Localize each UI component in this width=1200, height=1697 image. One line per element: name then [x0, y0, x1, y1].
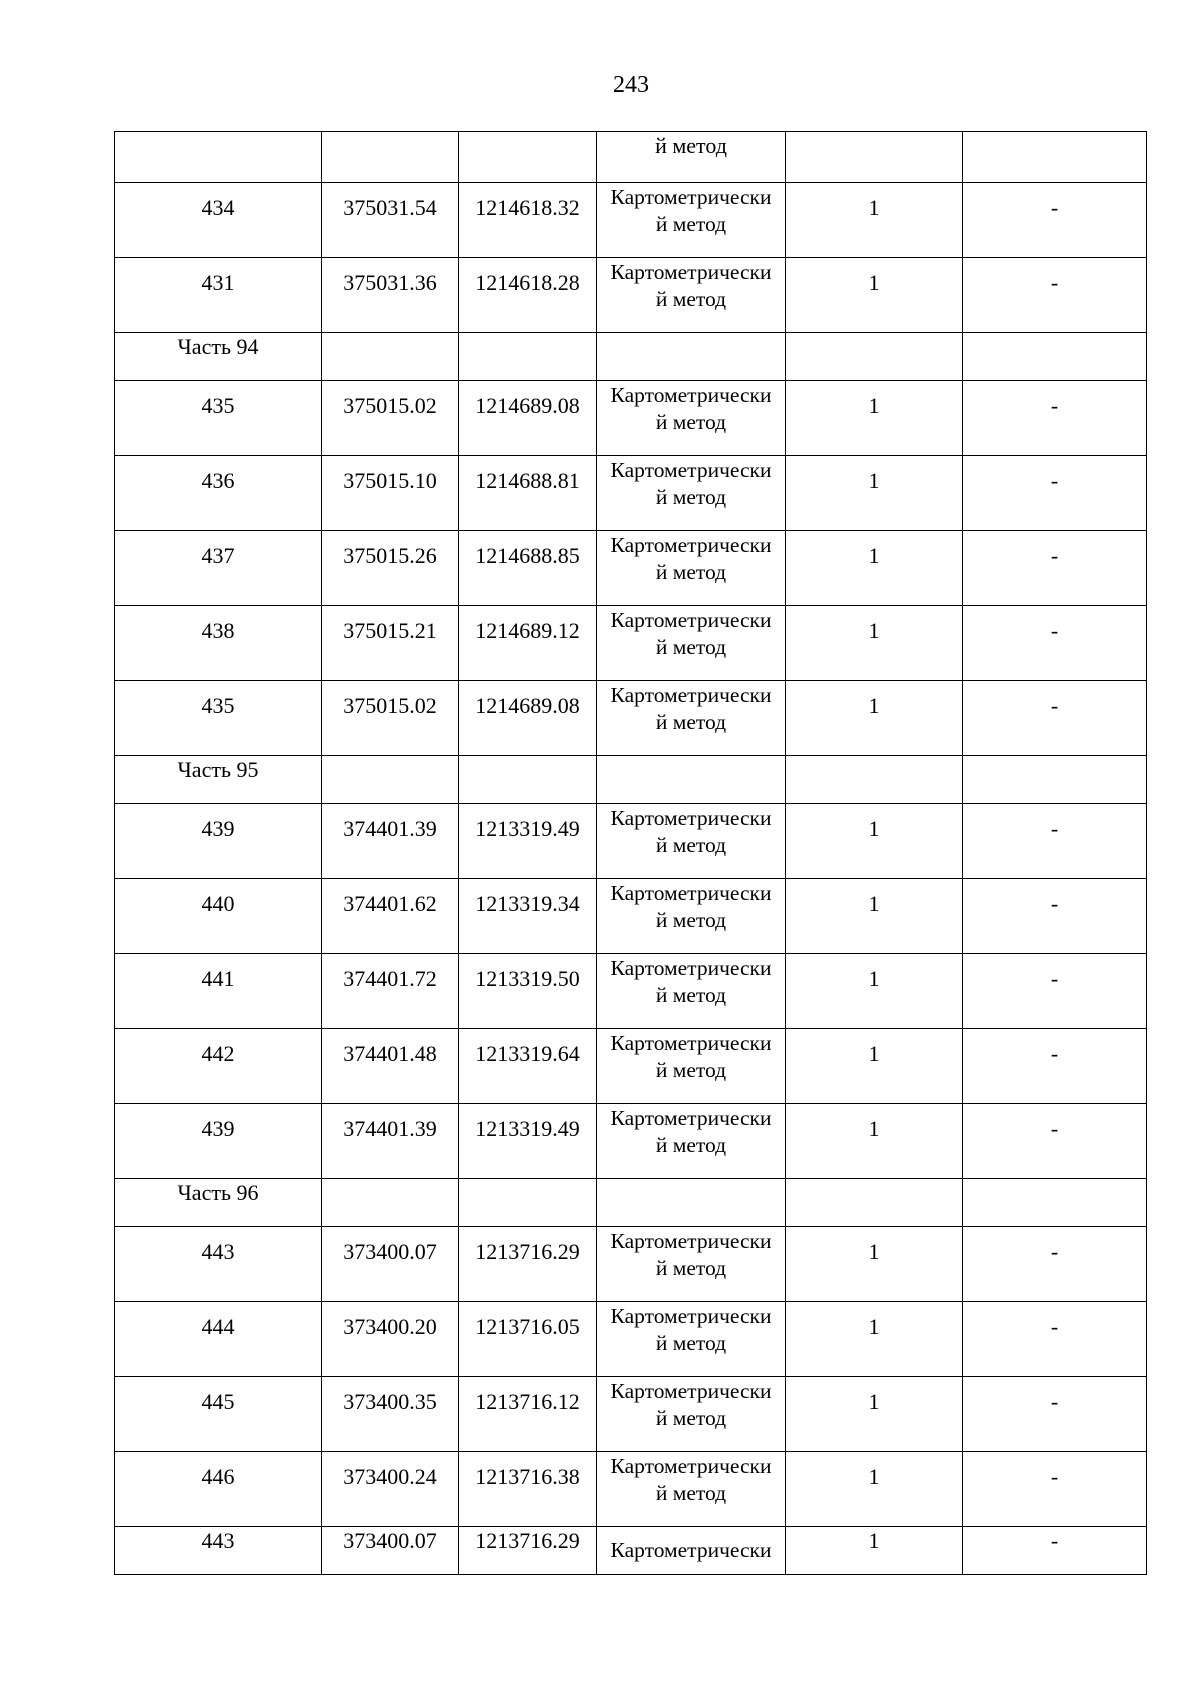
- method-line-2: й метод: [655, 833, 727, 857]
- part-header-row: [115, 333, 1147, 381]
- accuracy-cell: 1: [786, 681, 963, 756]
- x-coordinate-cell: 373400.20: [322, 1302, 459, 1377]
- part-label: Часть 94: [115, 333, 322, 381]
- x-coordinate-cell: 375031.54: [322, 183, 459, 258]
- point-number-cell: 439: [115, 804, 322, 879]
- empty-cell: [322, 756, 459, 804]
- point-number-cell: 444: [115, 1302, 322, 1377]
- table-row: [115, 1452, 1147, 1527]
- x-coordinate-cell: 374401.48: [322, 1029, 459, 1104]
- accuracy-cell: 1: [786, 183, 963, 258]
- method-line-1: Картометрически: [610, 608, 772, 632]
- note-cell: -: [963, 258, 1147, 333]
- method-line-2: й метод: [655, 908, 727, 932]
- table-row: [115, 606, 1147, 681]
- point-number-cell: 435: [115, 381, 322, 456]
- accuracy-cell: 1: [786, 879, 963, 954]
- x-coordinate-cell: 374401.62: [322, 879, 459, 954]
- method-line-2: й метод: [655, 485, 727, 509]
- note-cell: -: [963, 1227, 1147, 1302]
- note-cell: -: [963, 1104, 1147, 1179]
- point-number-cell: 434: [115, 183, 322, 258]
- y-coordinate-cell: 1213319.49: [459, 804, 597, 879]
- x-coordinate-cell: 373400.07: [322, 1527, 459, 1575]
- table-row: [115, 1227, 1147, 1302]
- method-line-2: й метод: [655, 1058, 727, 1082]
- point-number-cell: 443: [115, 1227, 322, 1302]
- method-cell: [597, 1104, 786, 1179]
- y-coordinate-cell: 1214618.32: [459, 183, 597, 258]
- method-cell: [597, 879, 786, 954]
- y-coordinate-cell: 1213716.38: [459, 1452, 597, 1527]
- method-line-1: Картометрически: [610, 1379, 772, 1403]
- table-row: [115, 1302, 1147, 1377]
- table-row: [115, 258, 1147, 333]
- point-number-cell: 445: [115, 1377, 322, 1452]
- method-line-1: Картометрически: [610, 881, 772, 905]
- accuracy-cell: 1: [786, 606, 963, 681]
- table-row: [115, 804, 1147, 879]
- empty-cell: [963, 1179, 1147, 1227]
- table-row: [115, 531, 1147, 606]
- note-cell: -: [963, 1029, 1147, 1104]
- y-coordinate-cell: 1213319.49: [459, 1104, 597, 1179]
- method-line-2: й метод: [655, 710, 727, 734]
- method-cell: [597, 456, 786, 531]
- point-number-cell: 440: [115, 879, 322, 954]
- y-coordinate-cell: 1213716.29: [459, 1227, 597, 1302]
- method-line-1: Картометрически: [610, 1106, 772, 1130]
- empty-cell: [459, 1179, 597, 1227]
- method-cell: [597, 606, 786, 681]
- continued-row: [115, 132, 1147, 183]
- x-coordinate-cell: 375015.21: [322, 606, 459, 681]
- method-cell: [597, 1227, 786, 1302]
- y-coordinate-cell: 1213319.34: [459, 879, 597, 954]
- empty-cell: [459, 333, 597, 381]
- method-line-2: й метод: [655, 410, 727, 434]
- part-header-row: [115, 1179, 1147, 1227]
- method-cell: [597, 954, 786, 1029]
- empty-cell: [597, 756, 786, 804]
- empty-cell: [786, 132, 963, 183]
- accuracy-cell: 1: [786, 456, 963, 531]
- x-coordinate-cell: 375015.26: [322, 531, 459, 606]
- method-line-2: й метод: [655, 635, 727, 659]
- method-line-1: Картометрически: [610, 806, 772, 830]
- note-cell: -: [963, 1302, 1147, 1377]
- x-coordinate-cell: 373400.07: [322, 1227, 459, 1302]
- accuracy-cell: 1: [786, 1527, 963, 1575]
- table-row: [115, 1527, 1147, 1575]
- table-row: [115, 954, 1147, 1029]
- method-cell: [597, 681, 786, 756]
- method-line-2: й метод: [655, 1331, 727, 1355]
- method-line-1: Картометрически: [610, 260, 772, 284]
- y-coordinate-cell: 1214689.08: [459, 381, 597, 456]
- table-row: [115, 681, 1147, 756]
- accuracy-cell: 1: [786, 381, 963, 456]
- empty-cell: [597, 1179, 786, 1227]
- accuracy-cell: 1: [786, 804, 963, 879]
- method-line-2: й метод: [655, 1406, 727, 1430]
- table-row: [115, 879, 1147, 954]
- method-cell: й метод: [597, 132, 786, 183]
- method-cell: [597, 1527, 786, 1575]
- method-line-1: Картометрически: [610, 1454, 772, 1478]
- point-number-cell: 439: [115, 1104, 322, 1179]
- part-header-row: [115, 756, 1147, 804]
- accuracy-cell: 1: [786, 1227, 963, 1302]
- accuracy-cell: 1: [786, 1104, 963, 1179]
- method-line-1: Картометрически: [610, 956, 772, 980]
- table-row: [115, 1377, 1147, 1452]
- x-coordinate-cell: 374401.39: [322, 804, 459, 879]
- method-line-1: Картометрически: [610, 533, 772, 557]
- y-coordinate-cell: 1214689.12: [459, 606, 597, 681]
- note-cell: -: [963, 879, 1147, 954]
- x-coordinate-cell: 374401.72: [322, 954, 459, 1029]
- table-row: [115, 183, 1147, 258]
- empty-cell: [786, 333, 963, 381]
- x-coordinate-cell: 375015.02: [322, 381, 459, 456]
- note-cell: -: [963, 804, 1147, 879]
- empty-cell: [322, 1179, 459, 1227]
- method-line-1: Картометрически: [610, 1229, 772, 1253]
- y-coordinate-cell: 1213319.64: [459, 1029, 597, 1104]
- empty-cell: [322, 132, 459, 183]
- note-cell: -: [963, 456, 1147, 531]
- method-cell: [597, 1377, 786, 1452]
- part-label: Часть 95: [115, 756, 322, 804]
- method-line-1: Картометрически: [610, 1538, 772, 1562]
- y-coordinate-cell: 1213319.50: [459, 954, 597, 1029]
- table-row: [115, 1104, 1147, 1179]
- method-line-2: й метод: [655, 1481, 727, 1505]
- y-coordinate-cell: 1213716.12: [459, 1377, 597, 1452]
- empty-cell: [322, 333, 459, 381]
- method-line-1: Картометрически: [610, 383, 772, 407]
- accuracy-cell: 1: [786, 1302, 963, 1377]
- note-cell: -: [963, 1377, 1147, 1452]
- empty-cell: [963, 333, 1147, 381]
- y-coordinate-cell: 1213716.05: [459, 1302, 597, 1377]
- y-coordinate-cell: 1214618.28: [459, 258, 597, 333]
- point-number-cell: 438: [115, 606, 322, 681]
- x-coordinate-cell: 373400.35: [322, 1377, 459, 1452]
- method-line-1: Картометрически: [610, 683, 772, 707]
- table-row: [115, 1029, 1147, 1104]
- method-cell: [597, 1302, 786, 1377]
- note-cell: -: [963, 1527, 1147, 1575]
- method-line-1: Картометрически: [610, 458, 772, 482]
- x-coordinate-cell: 373400.24: [322, 1452, 459, 1527]
- point-number-cell: 431: [115, 258, 322, 333]
- method-cell: [597, 381, 786, 456]
- empty-cell: [786, 1179, 963, 1227]
- note-cell: -: [963, 531, 1147, 606]
- y-coordinate-cell: 1213716.29: [459, 1527, 597, 1575]
- method-cell: [597, 531, 786, 606]
- point-number-cell: 442: [115, 1029, 322, 1104]
- method-cell: [597, 804, 786, 879]
- empty-cell: [459, 756, 597, 804]
- method-cell: [597, 1452, 786, 1527]
- point-number-cell: 437: [115, 531, 322, 606]
- y-coordinate-cell: 1214689.08: [459, 681, 597, 756]
- accuracy-cell: 1: [786, 1377, 963, 1452]
- page-number: 243: [613, 72, 649, 98]
- accuracy-cell: 1: [786, 531, 963, 606]
- x-coordinate-cell: 375015.02: [322, 681, 459, 756]
- accuracy-cell: 1: [786, 258, 963, 333]
- table-row: [115, 381, 1147, 456]
- empty-cell: [597, 333, 786, 381]
- accuracy-cell: 1: [786, 954, 963, 1029]
- accuracy-cell: 1: [786, 1029, 963, 1104]
- empty-cell: [963, 756, 1147, 804]
- method-line-2: й метод: [655, 287, 727, 311]
- note-cell: -: [963, 954, 1147, 1029]
- method-line-2: й метод: [655, 560, 727, 584]
- empty-cell: [786, 756, 963, 804]
- method-line-2: й метод: [655, 983, 727, 1007]
- x-coordinate-cell: 375031.36: [322, 258, 459, 333]
- method-cell: [597, 258, 786, 333]
- method-line-2: й метод: [655, 1256, 727, 1280]
- point-number-cell: 441: [115, 954, 322, 1029]
- accuracy-cell: 1: [786, 1452, 963, 1527]
- point-number-cell: 436: [115, 456, 322, 531]
- empty-cell: [459, 132, 597, 183]
- method-cell: [597, 1029, 786, 1104]
- note-cell: -: [963, 381, 1147, 456]
- table-row: [115, 456, 1147, 531]
- x-coordinate-cell: 374401.39: [322, 1104, 459, 1179]
- method-line-1: Картометрически: [610, 185, 772, 209]
- y-coordinate-cell: 1214688.81: [459, 456, 597, 531]
- point-number-cell: 443: [115, 1527, 322, 1575]
- note-cell: -: [963, 681, 1147, 756]
- point-number-cell: 446: [115, 1452, 322, 1527]
- empty-cell: [963, 132, 1147, 183]
- empty-cell: [115, 132, 322, 183]
- y-coordinate-cell: 1214688.85: [459, 531, 597, 606]
- method-line-1: Картометрически: [610, 1304, 772, 1328]
- x-coordinate-cell: 375015.10: [322, 456, 459, 531]
- method-line-1: Картометрически: [610, 1031, 772, 1055]
- table-body: [115, 132, 1147, 1575]
- method-line-2: й метод: [655, 1133, 727, 1157]
- method-cell: [597, 183, 786, 258]
- note-cell: -: [963, 183, 1147, 258]
- point-number-cell: 435: [115, 681, 322, 756]
- note-cell: -: [963, 1452, 1147, 1527]
- method-line-2: й метод: [655, 212, 727, 236]
- part-label: Часть 96: [115, 1179, 322, 1227]
- note-cell: -: [963, 606, 1147, 681]
- coordinates-table: [114, 131, 1147, 1575]
